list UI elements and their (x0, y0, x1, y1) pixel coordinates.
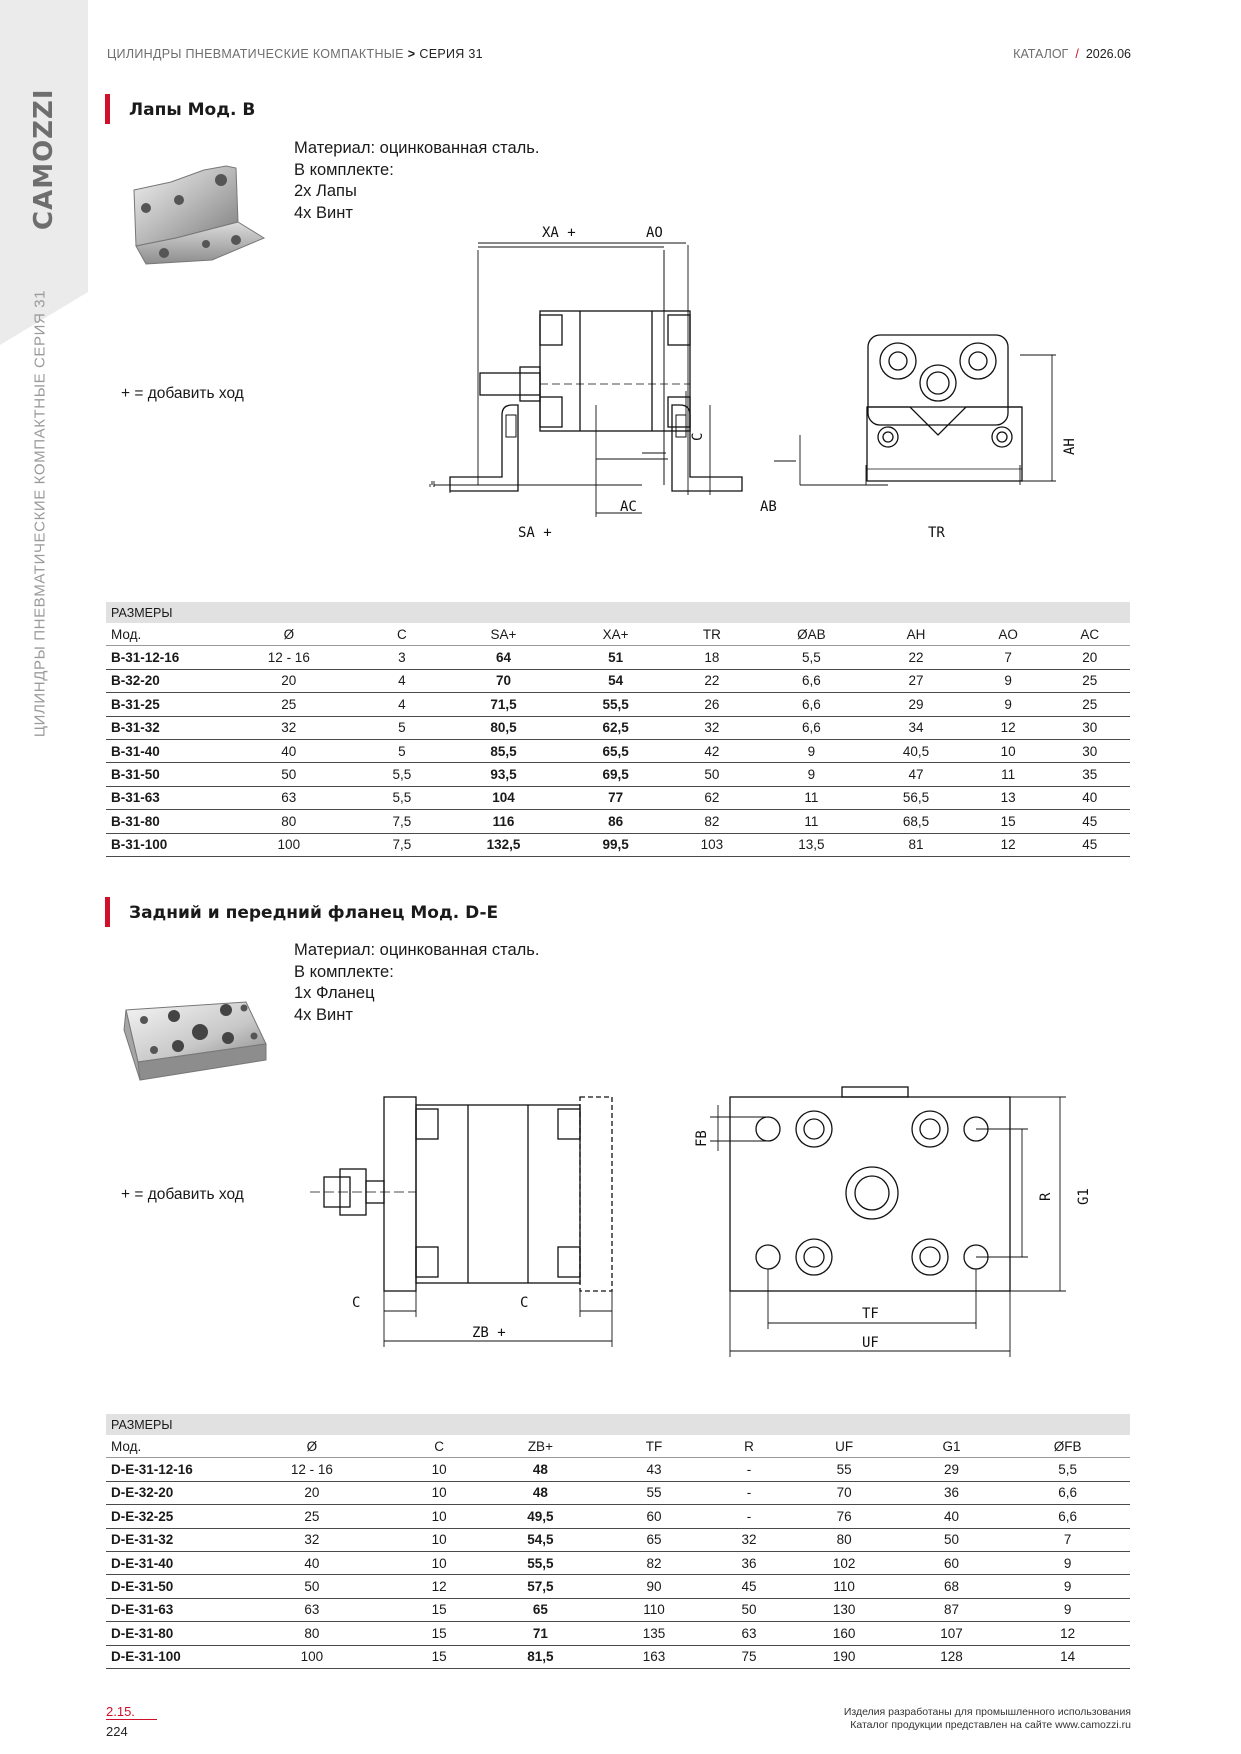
table-cell: 163 (600, 1645, 707, 1668)
model-code-cell: D-E-32-20 (106, 1481, 226, 1504)
side-series-label: ЦИЛИНДРЫ ПНЕВМАТИЧЕСКИЕ КОМПАКТНЫЕ СЕРИЯ 31 (31, 289, 49, 738)
table-cell: 71,5 (442, 693, 565, 716)
footer-note (844, 1706, 1131, 1731)
table-cell: 12 (967, 833, 1050, 856)
table-cell: 11 (757, 810, 865, 833)
dim-uf-label: UF (862, 1335, 879, 1351)
table-cell: 4 (362, 669, 443, 692)
column-header: AO (967, 623, 1050, 646)
column-header: ZB+ (480, 1435, 600, 1458)
table-row (106, 693, 1130, 716)
table-cell: 110 (790, 1575, 897, 1598)
table-cell: 50 (898, 1528, 1005, 1551)
table-cell: 20 (216, 669, 362, 692)
table-cell: 45 (708, 1575, 791, 1598)
table-row (106, 1575, 1130, 1598)
dim-ac-label: AC (620, 499, 637, 515)
table-cell: 12 (398, 1575, 481, 1598)
model-code-cell: D-E-31-100 (106, 1645, 226, 1668)
feet-technical-drawing (420, 225, 1100, 555)
table-cell: 60 (600, 1505, 707, 1528)
table-cell: 10 (398, 1528, 481, 1551)
column-header: ØFB (1005, 1435, 1130, 1458)
table-cell: 60 (898, 1551, 1005, 1574)
brand-name: CAMOZZI (29, 88, 59, 230)
column-header: R (708, 1435, 791, 1458)
column-header: Ø (216, 623, 362, 646)
feet-kit-item: 4x Винт (294, 203, 353, 222)
table-cell: 48 (480, 1458, 600, 1481)
flange-dimensions-table (106, 1414, 1130, 1669)
table-cell: 20 (1049, 646, 1130, 669)
table-cell: 5,5 (757, 646, 865, 669)
breadcrumb-parent[interactable]: ЦИЛИНДРЫ ПНЕВМАТИЧЕСКИЕ КОМПАКТНЫЕ (107, 47, 404, 61)
table-cell: 100 (226, 1645, 398, 1668)
column-header: SA+ (442, 623, 565, 646)
dim-r-label: R (1038, 1192, 1054, 1201)
table-cell: 18 (666, 646, 757, 669)
table-cell: 9 (967, 693, 1050, 716)
table-cell: 26 (666, 693, 757, 716)
table-cell: 40 (1049, 786, 1130, 809)
dim-ab-label: AB (760, 499, 777, 515)
column-header: Мод. (106, 623, 216, 646)
page-number-block (106, 1704, 157, 1739)
feet-dimensions-table (106, 602, 1130, 857)
table-cell: 45 (1049, 833, 1130, 856)
table-cell: 36 (898, 1481, 1005, 1504)
table-cell: 12 - 16 (216, 646, 362, 669)
table-cell: 25 (226, 1505, 398, 1528)
table-row (106, 1622, 1130, 1645)
table-cell: 104 (442, 786, 565, 809)
table-cell: 80,5 (442, 716, 565, 739)
model-code-cell: D-E-31-50 (106, 1575, 226, 1598)
table-cell: 30 (1049, 716, 1130, 739)
catalog-info (1013, 47, 1131, 61)
column-header: TF (600, 1435, 707, 1458)
table-cell: 9 (1005, 1575, 1130, 1598)
table-cell: 69,5 (565, 763, 667, 786)
table-row (106, 1551, 1130, 1574)
table-cell: 36 (708, 1551, 791, 1574)
table-cell: 10 (398, 1505, 481, 1528)
table-cell: 55 (790, 1458, 897, 1481)
table-cell: 130 (790, 1598, 897, 1621)
table-cell: 190 (790, 1645, 897, 1668)
model-code-cell: D-E-32-25 (106, 1505, 226, 1528)
model-code-cell: B-31-25 (106, 693, 216, 716)
table-cell: 103 (666, 833, 757, 856)
table-cell: 51 (565, 646, 667, 669)
column-header: Ø (226, 1435, 398, 1458)
table-cell: 6,6 (757, 716, 865, 739)
model-code-cell: B-31-50 (106, 763, 216, 786)
table-cell: 9 (1005, 1551, 1130, 1574)
table-cell: 99,5 (565, 833, 667, 856)
table-cell: 64 (442, 646, 565, 669)
flange-stroke-note: + = добавить ход (121, 1186, 244, 1203)
table-cell: 9 (1005, 1598, 1130, 1621)
footer-line: Изделия разработаны для промышленного использования (843, 1706, 1131, 1718)
table-row (106, 833, 1130, 856)
table-cell: 40 (898, 1505, 1005, 1528)
table-row (106, 1528, 1130, 1551)
table-cell: 57,5 (480, 1575, 600, 1598)
table-cell: 29 (865, 693, 967, 716)
table-cell: 5,5 (362, 786, 443, 809)
table-row (106, 669, 1130, 692)
table-cell: 7,5 (362, 810, 443, 833)
table-cell: 107 (898, 1622, 1005, 1645)
table-cell: 47 (865, 763, 967, 786)
model-code-cell: B-31-100 (106, 833, 216, 856)
table-cell: 11 (967, 763, 1050, 786)
table-cell: 32 (226, 1528, 398, 1551)
catalog-label: КАТАЛОГ (1013, 47, 1069, 61)
table-cell: 63 (708, 1622, 791, 1645)
column-header: Мод. (106, 1435, 226, 1458)
table-cell: 82 (600, 1551, 707, 1574)
table-cell: 102 (790, 1551, 897, 1574)
dim-c-left-label: C (352, 1295, 361, 1311)
model-code-cell: B-31-80 (106, 810, 216, 833)
model-code-cell: D-E-31-40 (106, 1551, 226, 1574)
table-cell: 27 (865, 669, 967, 692)
table-cell: 82 (666, 810, 757, 833)
table-cell: 30 (1049, 739, 1130, 762)
dim-sa-label: SA + (518, 525, 552, 541)
table-cell: 12 (1005, 1622, 1130, 1645)
table-cell: 62,5 (565, 716, 667, 739)
table-cell: 80 (226, 1622, 398, 1645)
column-header: C (398, 1435, 481, 1458)
table-cell: 71 (480, 1622, 600, 1645)
dim-xa-label: XA + (542, 225, 576, 241)
flange-material: Материал: оцинкованная сталь. (294, 941, 540, 959)
table-cell: 63 (216, 786, 362, 809)
table-cell: 32 (666, 716, 757, 739)
table-cell: 10 (398, 1551, 481, 1574)
table-cell: 22 (666, 669, 757, 692)
table-cell: 54,5 (480, 1528, 600, 1551)
dim-c-right-label: C (520, 1295, 529, 1311)
flange-kit-item: 1x Фланец (294, 984, 375, 1002)
feet-stroke-note: + = добавить ход (121, 385, 244, 402)
table-cell: 14 (1005, 1645, 1130, 1668)
table-cell: 87 (898, 1598, 1005, 1621)
table-cell: 90 (600, 1575, 707, 1598)
table-cell: 10 (398, 1458, 481, 1481)
table-cell: 81 (865, 833, 967, 856)
dim-c-label: C (690, 432, 706, 441)
section-number: 2.15. (106, 1704, 157, 1720)
table-cell: 80 (216, 810, 362, 833)
table-cell: 160 (790, 1622, 897, 1645)
table-cell: 15 (967, 810, 1050, 833)
breadcrumb (107, 47, 483, 61)
table-cell: 55,5 (565, 693, 667, 716)
table-row (106, 1458, 1130, 1481)
table-cell: 7,5 (362, 833, 443, 856)
table-cell: 128 (898, 1645, 1005, 1668)
dim-zb-label: ZB + (472, 1325, 506, 1341)
table-cell: 10 (398, 1481, 481, 1504)
catalog-date: 2026.06 (1085, 47, 1131, 61)
table-row (106, 1505, 1130, 1528)
feet-material: Материал: оцинкованная сталь. (294, 139, 540, 157)
table-cell: 65 (480, 1598, 600, 1621)
table-cell: 5,5 (1005, 1458, 1130, 1481)
table-cell: 25 (216, 693, 362, 716)
column-header: C (362, 623, 443, 646)
feet-kit-label: В комплекте: (294, 160, 394, 179)
table-cell: 48 (480, 1481, 600, 1504)
table-cell: 76 (790, 1505, 897, 1528)
table-cell: 40 (226, 1551, 398, 1574)
model-code-cell: B-31-63 (106, 786, 216, 809)
model-code-cell: B-32-20 (106, 669, 216, 692)
flange-kit-item: 4x Винт (294, 1005, 353, 1024)
flange-kit-label: В комплекте: (294, 962, 394, 981)
table-cell: 42 (666, 739, 757, 762)
column-header: UF (790, 1435, 897, 1458)
section-title-flange: Задний и передний фланец Мод. D-E (107, 903, 498, 923)
page-number: 224 (106, 1724, 128, 1739)
table-cell: 12 - 16 (226, 1458, 398, 1481)
flange-technical-drawing (310, 1085, 1110, 1365)
table-cell: 6,6 (1005, 1481, 1130, 1504)
table-cell: 6,6 (757, 669, 865, 692)
table-cell: - (708, 1481, 791, 1504)
table-cell: 4 (362, 693, 443, 716)
table-row (106, 646, 1130, 669)
table-row (106, 786, 1130, 809)
table-cell: 25 (1049, 693, 1130, 716)
table-cell: 5,5 (362, 763, 443, 786)
feet-photo (116, 160, 266, 270)
table-cell: 55 (600, 1481, 707, 1504)
table-header-row (106, 1435, 1130, 1458)
table-cell: 50 (666, 763, 757, 786)
table-cell: 68 (898, 1575, 1005, 1598)
table-row (106, 763, 1130, 786)
table-row (106, 810, 1130, 833)
section-title-feet: Лапы Мод. B (107, 100, 255, 120)
table-row (106, 1481, 1130, 1504)
table-cell: 5 (362, 716, 443, 739)
table-header-row (106, 623, 1130, 646)
table-cell: 54 (565, 669, 667, 692)
dim-ao-label: AO (646, 225, 663, 241)
column-header: TR (666, 623, 757, 646)
table-cell: 25 (1049, 669, 1130, 692)
table-row (106, 716, 1130, 739)
table-cell: 6,6 (757, 693, 865, 716)
footer-line: Каталог продукции представлен на сайте www.camozzi.ru (850, 1718, 1131, 1731)
model-code-cell: D-E-31-80 (106, 1622, 226, 1645)
column-header: G1 (898, 1435, 1005, 1458)
model-code-cell: D-E-31-12-16 (106, 1458, 226, 1481)
table-cell: 50 (708, 1598, 791, 1621)
dim-tr-label: TR (928, 525, 945, 541)
table-cell: 5 (362, 739, 443, 762)
table-cell: 65,5 (565, 739, 667, 762)
table-cell: 13,5 (757, 833, 865, 856)
table-cell: 75 (708, 1645, 791, 1668)
model-code-cell: B-31-12-16 (106, 646, 216, 669)
table-cell: 50 (216, 763, 362, 786)
table-cell: 70 (790, 1481, 897, 1504)
breadcrumb-current: СЕРИЯ 31 (419, 47, 483, 61)
table-cell: 12 (967, 716, 1050, 739)
table-cell: 15 (398, 1645, 481, 1668)
feet-description (294, 138, 539, 224)
table-cell: 50 (226, 1575, 398, 1598)
flange-description (294, 940, 539, 1026)
dim-ah-label: AH (1062, 438, 1078, 455)
breadcrumb-separator: > (407, 47, 416, 61)
table-cell: 13 (967, 786, 1050, 809)
table-cell: 132,5 (442, 833, 565, 856)
table-cell: 32 (708, 1528, 791, 1551)
table-cell: 49,5 (480, 1505, 600, 1528)
table-cell: 70 (442, 669, 565, 692)
table-cell: 68,5 (865, 810, 967, 833)
table-cell: 20 (226, 1481, 398, 1504)
table-cell: 62 (666, 786, 757, 809)
table-cell: 110 (600, 1598, 707, 1621)
column-header: XA+ (565, 623, 667, 646)
catalog-slash: / (1075, 47, 1079, 61)
model-code-cell: D-E-31-32 (106, 1528, 226, 1551)
model-code-cell: D-E-31-63 (106, 1598, 226, 1621)
table-cell: 116 (442, 810, 565, 833)
table-cell: 63 (226, 1598, 398, 1621)
feet-kit-item: 2x Лапы (294, 182, 357, 200)
dim-g1-label: G1 (1076, 1188, 1092, 1205)
table-cell: 32 (216, 716, 362, 739)
table-cell: 135 (600, 1622, 707, 1645)
column-header: ØAB (757, 623, 865, 646)
table-cell: 34 (865, 716, 967, 739)
flange-photo (116, 1000, 266, 1100)
column-header: AC (1049, 623, 1130, 646)
table-caption: РАЗМЕРЫ (106, 602, 1130, 623)
table-cell: 55,5 (480, 1551, 600, 1574)
table-cell: 9 (757, 763, 865, 786)
table-cell: 100 (216, 833, 362, 856)
table-cell: 10 (967, 739, 1050, 762)
table-cell: 43 (600, 1458, 707, 1481)
table-cell: 40 (216, 739, 362, 762)
table-cell: 11 (757, 786, 865, 809)
model-code-cell: B-31-32 (106, 716, 216, 739)
table-row (106, 1598, 1130, 1621)
table-cell: - (708, 1458, 791, 1481)
table-cell: 77 (565, 786, 667, 809)
table-cell: 29 (898, 1458, 1005, 1481)
table-cell: 86 (565, 810, 667, 833)
table-cell: 9 (967, 669, 1050, 692)
column-header: AH (865, 623, 967, 646)
dim-fb-label: FB (694, 1130, 710, 1147)
table-cell: 85,5 (442, 739, 565, 762)
table-row (106, 739, 1130, 762)
table-cell: 15 (398, 1622, 481, 1645)
table-cell: 7 (1005, 1528, 1130, 1551)
dim-tf-label: TF (862, 1306, 879, 1322)
table-cell: 93,5 (442, 763, 565, 786)
table-caption: РАЗМЕРЫ (106, 1414, 1130, 1435)
table-cell: 81,5 (480, 1645, 600, 1668)
table-cell: 6,6 (1005, 1505, 1130, 1528)
table-cell: 35 (1049, 763, 1130, 786)
table-cell: 22 (865, 646, 967, 669)
table-cell: 40,5 (865, 739, 967, 762)
table-cell: 3 (362, 646, 443, 669)
table-cell: 15 (398, 1598, 481, 1621)
table-cell: 9 (757, 739, 865, 762)
table-cell: 45 (1049, 810, 1130, 833)
table-cell: 65 (600, 1528, 707, 1551)
table-row (106, 1645, 1130, 1668)
table-cell: 56,5 (865, 786, 967, 809)
table-cell: 7 (967, 646, 1050, 669)
table-cell: 80 (790, 1528, 897, 1551)
model-code-cell: B-31-40 (106, 739, 216, 762)
table-cell: - (708, 1505, 791, 1528)
